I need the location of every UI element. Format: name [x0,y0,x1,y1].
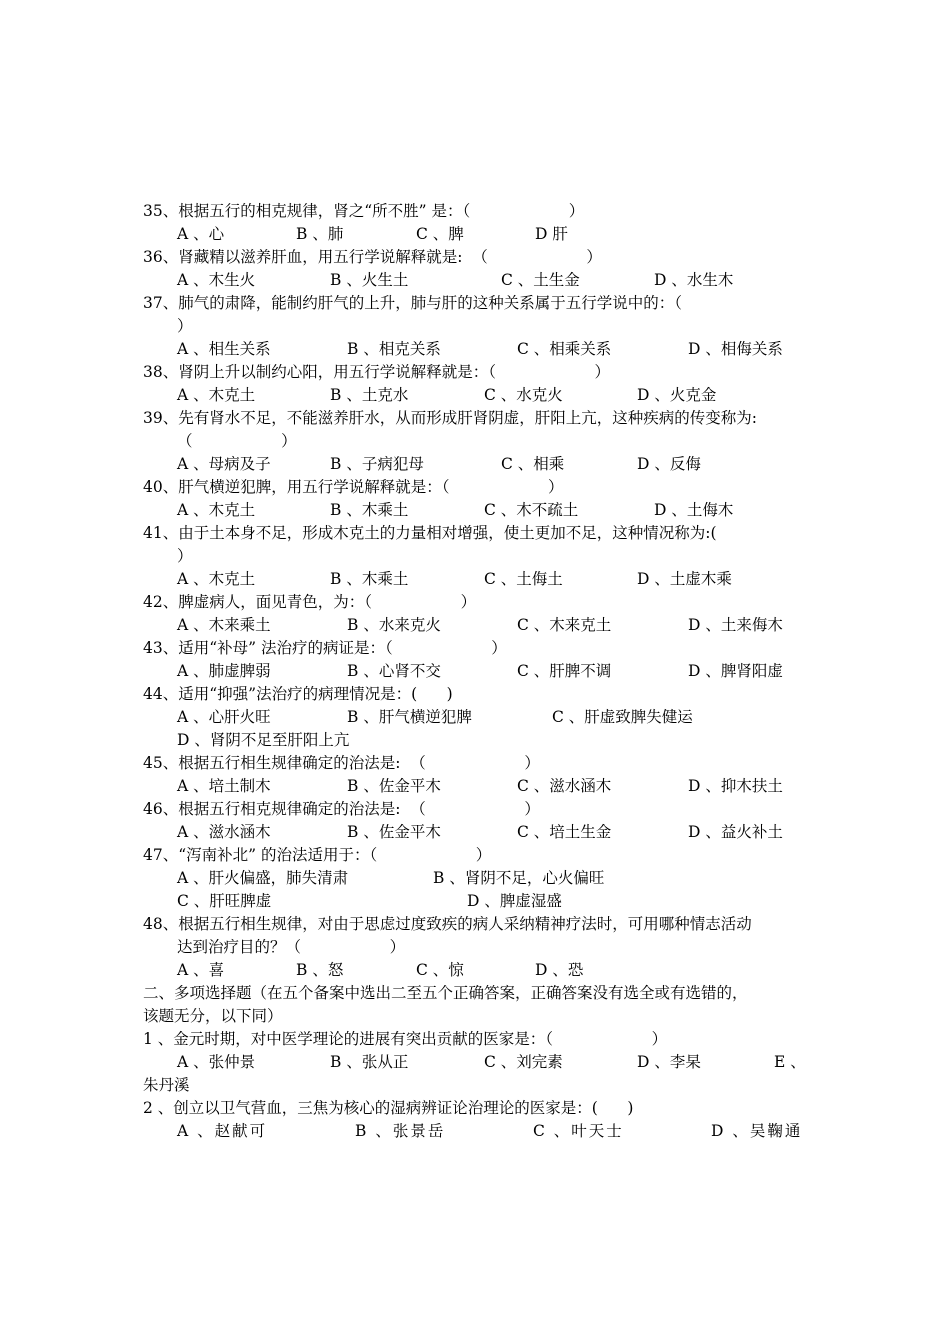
option-b: B 、相克关系 [347,340,441,358]
option-a: A 、喜 [177,961,225,979]
question-35: 35、根据五行的相克规律，肾之“所不胜” 是：（ ） [143,202,585,220]
option-a: A 、肺虚脾弱 [177,662,271,680]
question-38: 38、肾阴上升以制约心阳，用五行学说解释就是：（ ） [143,363,611,381]
option-e-continuation: 朱丹溪 [143,1076,190,1094]
option-c: C 、相乘 [501,455,565,473]
option-d: D 、抑木扶土 [688,777,783,795]
question-37-options [177,338,817,361]
question-44: 44、适用“抑强”法治疗的病理情况是：( ) [143,685,453,703]
option-b: B 、木乘土 [330,501,409,519]
option-c: C 、木不疏土 [484,501,579,519]
question-42: 42、脾虚病人，面见青色，为：（ ） [143,593,477,611]
question-47-options-row2 [177,890,817,913]
option-b: B 、土克水 [330,386,409,404]
option-d: D 、土侮木 [654,501,734,519]
option-d: D 、恐 [535,961,584,979]
option-d: D 、反侮 [637,455,701,473]
option-a: A 、赵献可 [177,1122,268,1140]
option-a: A 、木生火 [177,271,256,289]
option-b: B 、肾阴不足，心火偏旺 [433,869,605,887]
option-b: B 、木乘土 [330,570,409,588]
option-a: A 、培土制木 [177,777,271,795]
option-c: C 、滋水涵木 [517,777,612,795]
option-b: B 、火生土 [330,271,409,289]
question-47-options [177,867,817,890]
question-45: 45、根据五行相生规律确定的治法是: （ ） [143,754,540,772]
option-c: C 、木来克土 [517,616,612,634]
option-d: D 、相侮关系 [688,340,783,358]
question-48-continuation: 达到治疗目的？（ ） [177,938,406,956]
option-d: D 、吴鞠通 [711,1122,803,1140]
option-a: A 、心肝火旺 [177,708,271,726]
option-c: C 、刘完素 [484,1053,563,1071]
section-heading: 二、多项选择题（在五个备案中选出二至五个正确答案，正确答案没有选全或有选错的， [143,984,748,1002]
question-41-options [177,568,817,591]
option-c: C 、肝虚致脾失健运 [552,708,693,726]
multi-question-2-options [177,1120,817,1143]
question-48-options [177,959,817,982]
option-b: B 、佐金平木 [347,823,441,841]
option-a: A 、木克土 [177,501,256,519]
option-a: A 、母病及子 [177,455,271,473]
option-d: D 、土虚木乘 [637,570,732,588]
option-b: B 、张景岳 [355,1122,446,1140]
option-c: C 、土侮土 [484,570,563,588]
option-b: B 、佐金平木 [347,777,441,795]
question-39: 39、先有肾水不足，不能滋养肝水，从而形成肝肾阴虚，肝阳上亢，这种疾病的传变称为: [143,409,757,427]
multi-question-1: 1 、金元时期，对中医学理论的进展有突出贡献的医家是：（ ） [143,1030,668,1048]
multi-question-2: 2 、创立以卫气营血，三焦为核心的湿病辨证论治理论的医家是：( ) [143,1099,634,1117]
question-38-options [177,384,817,407]
option-d: D 肝 [535,225,568,243]
option-d: D 、益火补土 [688,823,783,841]
option-c: C 、土生金 [501,271,580,289]
option-c: C 、肝旺脾虚 [177,892,272,910]
option-a: A 、木克土 [177,386,256,404]
option-b: B 、怒 [296,961,344,979]
question-42-options [177,614,817,637]
question-45-options [177,775,817,798]
option-b: B 、肝气横逆犯脾 [347,708,472,726]
question-37: 37、肺气的肃降，能制约肝气的上升，肺与肝的这种关系属于五行学说中的：（ [143,294,682,312]
option-c: C 、培土生金 [517,823,612,841]
option-d: D 、水生木 [654,271,734,289]
option-c: C 、相乘关系 [517,340,612,358]
option-a: A 、肝火偏盛，肺失清肃 [177,869,349,887]
option-d: D 、土来侮木 [688,616,783,634]
option-b: B 、子病犯母 [330,455,424,473]
option-d: D 、脾虚湿盛 [467,892,562,910]
option-a: A 、滋水涵木 [177,823,271,841]
question-36-options [177,269,817,292]
question-41-continuation: ） [177,547,193,565]
option-c: C 、叶天士 [533,1122,624,1140]
question-37-continuation: ） [177,317,193,335]
option-c: C 、肝脾不调 [517,662,612,680]
option-b: B 、肺 [296,225,344,243]
question-40: 40、肝气横逆犯脾，用五行学说解释就是：（ ） [143,478,564,496]
option-b: B 、张从正 [330,1053,409,1071]
question-39-continuation: （ ） [177,432,297,450]
question-47: 47、“泻南补北” 的治法适用于：（ ） [143,846,492,864]
question-40-options [177,499,817,522]
question-41: 41、由于土本身不足，形成木克土的力量相对增强，使土更加不足，这种情况称为:( [143,524,717,542]
section-heading-continuation: 该题无分，以下同） [143,1007,283,1025]
option-b: B 、心肾不交 [347,662,441,680]
option-b: B 、水来克火 [347,616,441,634]
option-d: D 、李杲 [637,1053,701,1071]
question-36: 36、肾藏精以滋养肝血，用五行学说解释就是: （ ） [143,248,602,266]
option-c: C 、惊 [416,961,464,979]
question-43: 43、适用“补母” 法治疗的病证是：（ ） [143,639,507,657]
question-43-options [177,660,817,683]
option-a: A 、张仲景 [177,1053,256,1071]
option-a: A 、木克土 [177,570,256,588]
option-a: A 、木来乘土 [177,616,271,634]
option-a: A 、相生关系 [177,340,271,358]
multi-question-1-options [177,1051,817,1074]
option-d: D 、火克金 [637,386,717,404]
option-e: E 、 [774,1053,806,1071]
question-46-options [177,821,817,844]
question-44-options [177,706,817,729]
option-d: D 、肾阴不足至肝阳上亢 [177,731,350,749]
question-48: 48、根据五行相生规律，对由于思虑过度致疾的病人采纳精神疗法时，可用哪种情志活动 [143,915,752,933]
question-46: 46、根据五行相克规律确定的治法是: （ ） [143,800,540,818]
option-c: C 、脾 [416,225,464,243]
question-39-options [177,453,817,476]
option-a: A 、心 [177,225,225,243]
question-35-options [177,223,817,246]
option-c: C 、水克火 [484,386,563,404]
option-d: D 、脾肾阳虚 [688,662,783,680]
